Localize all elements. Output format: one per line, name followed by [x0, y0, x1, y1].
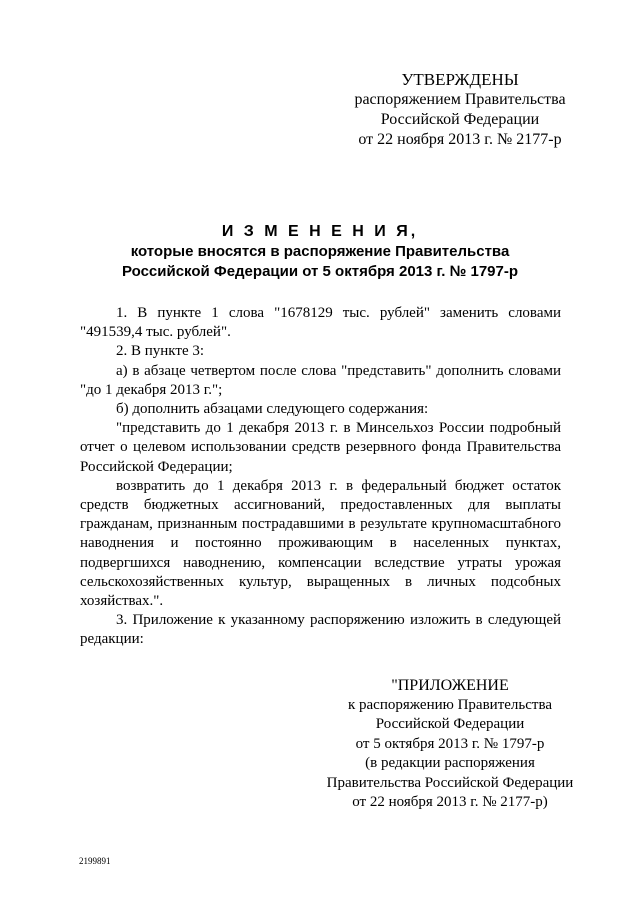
annex-block — [300, 676, 600, 813]
approval-line: Российской Федерации — [380, 111, 540, 128]
annex-line: Правительства Российской Федерации — [326, 774, 574, 791]
paragraph: 2. В пункте 3: — [116, 343, 205, 360]
paragraph: 1. В пункте 1 слова "1678129 тыс. рублей" заменить словами "491539,4 тыс. рублей". — [80, 305, 561, 341]
document-code: 2199891 — [79, 856, 111, 866]
document-body — [80, 304, 561, 650]
annex-line: Российской Федерации — [375, 716, 525, 732]
heading-title: И З М Е Н Е Н И Я, — [221, 223, 419, 240]
heading-subtitle-line: которые вносятся в распоряжение Правительства — [130, 243, 510, 260]
annex-line: (в редакции распоряжения — [365, 755, 535, 771]
paragraph: б) дополнить абзацами следующего содержания: — [116, 401, 429, 418]
annex-title: "ПРИЛОЖЕНИЕ — [391, 677, 509, 694]
paragraph: 3. Приложение к указанному распоряжению изложить в следующей редакции: — [80, 612, 561, 648]
paragraph: возвратить до 1 декабря 2013 г. в федеральный бюджет остаток средств бюджетных ассигнований, предоставленных для выплаты гражданам, признанным пострадавшими в результате крупномасштабного наводнения и постоянно проживающим в населенных пунктах, подвергшихся наводнению, компенсации вследствие утраты урожая сельскохозяйственных культур, выращенных в личных подсобных хозяйствах.". — [80, 477, 561, 610]
annex-line: от 5 октября 2013 г. № 1797-р — [355, 735, 545, 752]
paragraph: а) в абзаце четвертом после слова "представить" дополнить словами "до 1 декабря 2013 г."; — [80, 362, 561, 398]
heading-subtitle-line: Российской Федерации от 5 октября 2013 г. № 1797-р — [121, 263, 519, 280]
approval-line: распоряжением Правительства — [354, 91, 566, 108]
paragraph: "представить до 1 декабря 2013 г. в Минсельхоз России подробный отчет о целевом использовании средств резервного фонда Правительства Российской Федерации; — [80, 420, 561, 475]
annex-line: к распоряжению Правительства — [347, 696, 552, 713]
document-heading — [80, 222, 560, 282]
approval-title: УТВЕРЖДЕНЫ — [401, 70, 519, 89]
approval-line: от 22 ноября 2013 г. № 2177-р — [358, 131, 562, 148]
approval-block — [330, 70, 590, 150]
annex-line: от 22 ноября 2013 г. № 2177-р) — [352, 794, 548, 810]
